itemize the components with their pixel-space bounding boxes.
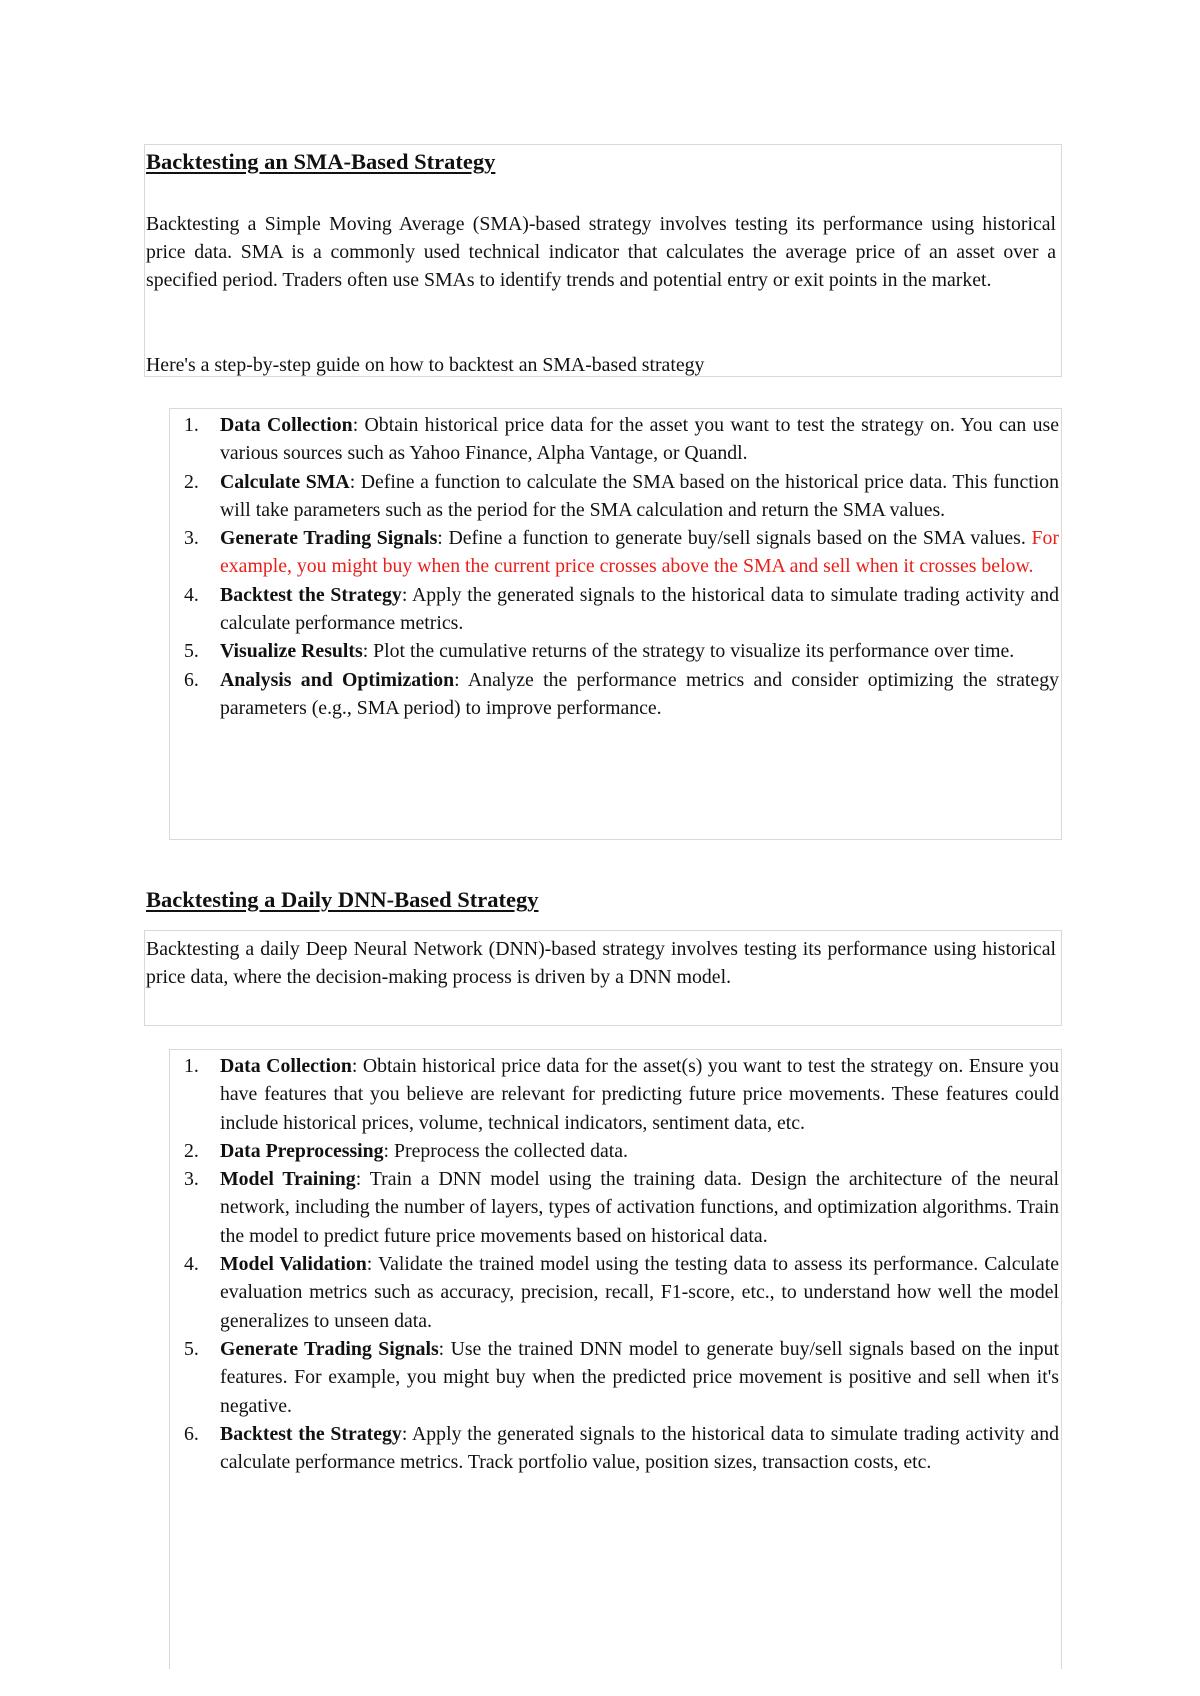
step-text: Obtain historical price data for the asset you want to test the strategy on. You can use various sources such as Yahoo Finance, Alpha Vantage, or Quandl.: [220, 414, 1059, 465]
step-term: Generate Trading Signals: [220, 527, 438, 550]
step-term: Generate Trading Signals: [220, 1337, 439, 1360]
step-separator: :: [454, 668, 468, 691]
step-separator: :: [349, 470, 361, 493]
step-separator: :: [401, 1422, 412, 1445]
sma-intro-paragraph: Backtesting a Simple Moving Average (SMA)-based strategy involves testing its performance using historical price data. SMA is a commonly used technical indicator that calculates the average price of an asset over a specified period. Traders often use SMAs to identify trends and potential entry or exit points in the market.: [146, 213, 1056, 291]
dnn-section-title: Backtesting a Daily DNN-Based Strategy: [146, 887, 539, 912]
step-text: Define a function to generate buy/sell signals based on the SMA values.: [448, 527, 1032, 550]
dnn-step: [184, 1335, 1059, 1420]
step-term: Calculate SMA: [220, 470, 350, 493]
step-number: 4.: [184, 1253, 199, 1276]
step-text: Plot the cumulative returns of the strategy to visualize its performance over time.: [373, 640, 1015, 663]
sma-section-title: Backtesting an SMA-Based Strategy: [146, 149, 496, 174]
step-text: Analyze the performance metrics and consider optimizing the strategy parameters (e.g., SMA period) to improve performance.: [220, 668, 1059, 719]
step-number: 2.: [184, 1139, 199, 1162]
step-separator: :: [437, 527, 449, 550]
step-number: 1.: [184, 1055, 199, 1077]
step-separator: :: [401, 583, 412, 606]
step-number: 3.: [184, 1168, 199, 1191]
step-separator: :: [383, 1139, 394, 1162]
step-separator: :: [438, 1337, 451, 1360]
step-number: 6.: [184, 1422, 199, 1445]
sma-steps-list: [184, 411, 1060, 722]
dnn-intro-paragraph: Backtesting a daily Deep Neural Network (DNN)-based strategy involves testing its performance using historical price data, where the decision-making process is driven by a DNN model.: [146, 938, 1056, 988]
step-term: Backtest the Strategy: [220, 1422, 402, 1445]
dnn-steps-list: [184, 1052, 1059, 1476]
step-number: 1.: [184, 414, 199, 436]
dnn-step: [184, 1137, 1059, 1165]
dnn-step: [184, 1052, 1059, 1137]
step-separator: :: [366, 1253, 378, 1276]
step-text: Apply the generated signals to the historical data to simulate trading activity and calculate performance metrics.: [220, 583, 1059, 635]
step-text: Use the trained DNN model to generate buy/sell signals based on the input features. For example, you might buy when the predicted price movement is positive and sell when it's negative.: [220, 1337, 1059, 1417]
step-term: Data Collection: [220, 1055, 352, 1077]
step-number: 6.: [184, 668, 199, 691]
step-term: Data Preprocessing: [220, 1139, 384, 1162]
sma-step: [184, 581, 1059, 638]
sma-guide-line: Here's a step-by-step guide on how to backtest an SMA-based strategy: [146, 354, 705, 376]
step-highlight-text: For example, you might buy when the current price crosses above the SMA and sell when it crosses below.: [220, 527, 1060, 578]
dnn-step: [184, 1165, 1059, 1250]
step-term: Model Training: [220, 1168, 356, 1191]
step-number: 3.: [184, 527, 199, 550]
step-term: Visualize Results: [220, 640, 363, 663]
step-text: Apply the generated signals to the historical data to simulate trading activity and calculate performance metrics. Track portfolio value, position sizes, transaction costs, etc.: [220, 1422, 1059, 1474]
step-number: 5.: [184, 1337, 199, 1360]
step-separator: :: [352, 414, 365, 436]
step-number: 5.: [184, 640, 199, 663]
sma-step: [184, 637, 1059, 665]
step-text: Validate the trained model using the testing data to assess its performance. Calculate evaluation metrics such as accuracy, precision, recall, F1-score, etc., to understand how well the model generalizes to unseen data.: [220, 1253, 1059, 1332]
step-term: Backtest the Strategy: [220, 583, 402, 606]
dnn-step: [184, 1420, 1059, 1477]
step-text: Define a function to calculate the SMA based on the historical price data. This function will take parameters such as the period for the SMA calculation and return the SMA values.: [220, 470, 1060, 521]
step-text: Preprocess the collected data.: [394, 1139, 628, 1162]
step-term: Analysis and Optimization: [220, 668, 455, 691]
step-text: Train a DNN model using the training data. Design the architecture of the neural network, including the number of layers, types of activation functions, and optimization algorithms. Train the model to predict future price movements based on historical data.: [220, 1168, 1059, 1247]
sma-step: [184, 666, 1059, 723]
step-separator: :: [362, 640, 374, 663]
dnn-step: [184, 1250, 1059, 1335]
step-separator: :: [355, 1168, 370, 1191]
step-term: Model Validation: [220, 1253, 367, 1276]
step-text: Obtain historical price data for the asset(s) you want to test the strategy on. Ensure you have features that you believe are relevant for predicting future price movements. These features could include historical prices, volume, technical indicators, sentiment data, etc.: [220, 1055, 1059, 1134]
sma-step: [184, 524, 1060, 581]
step-number: 4.: [184, 583, 199, 606]
step-number: 2.: [184, 470, 199, 493]
sma-step: [184, 468, 1060, 525]
sma-step: [184, 411, 1059, 468]
step-term: Data Collection: [220, 414, 353, 436]
step-separator: :: [351, 1055, 363, 1077]
